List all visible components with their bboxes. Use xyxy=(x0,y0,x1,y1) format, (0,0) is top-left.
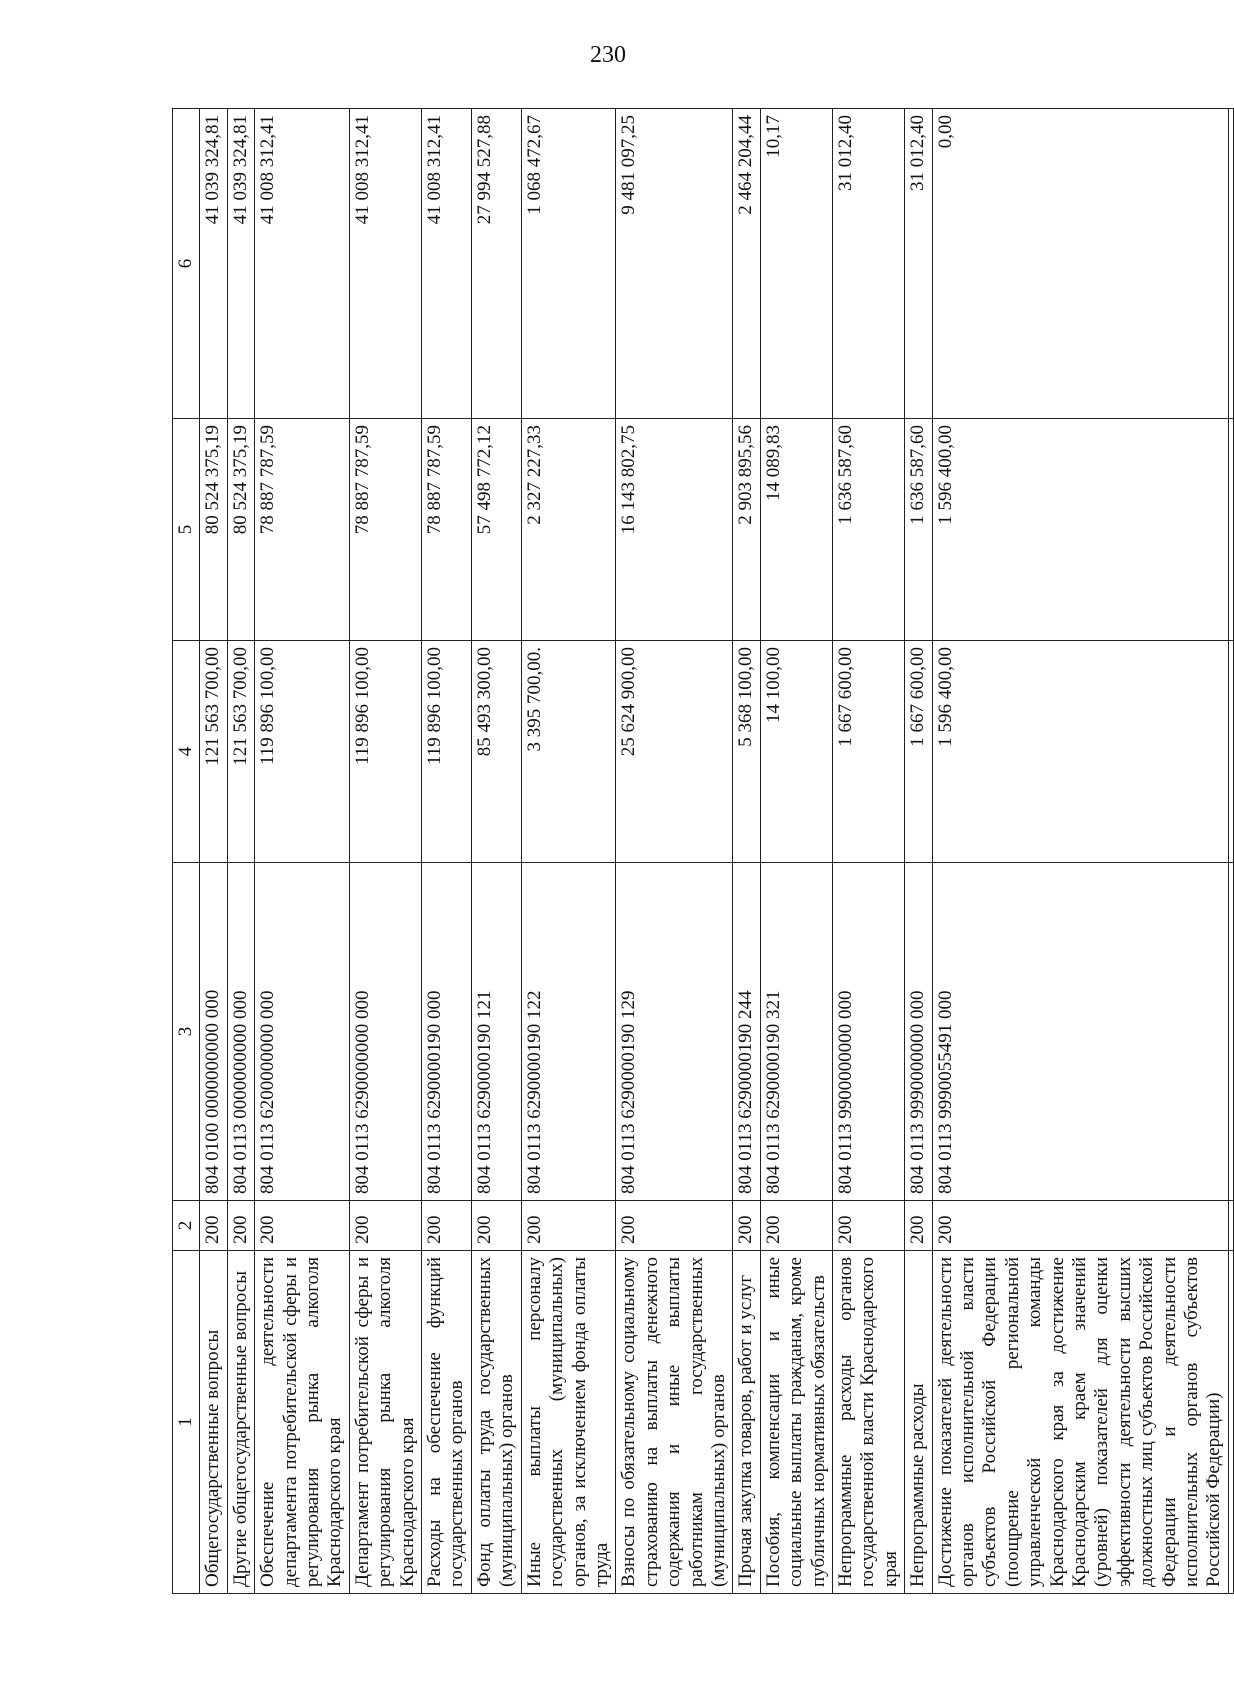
row-approved: 121 563 700,00 xyxy=(200,641,227,863)
table-row xyxy=(255,109,350,1594)
row-classification: 804 0113 6290000190 244 xyxy=(733,863,760,1201)
rotated-table-container xyxy=(172,109,1225,1594)
column-header: 3 xyxy=(173,863,200,1201)
row-executed: 78 887 787,59 xyxy=(422,419,472,641)
table-row xyxy=(349,109,421,1594)
table-row xyxy=(760,109,832,1594)
column-header: 5 xyxy=(173,419,200,641)
table-row xyxy=(616,109,733,1594)
budget-execution-table xyxy=(172,108,1234,1594)
row-code: 200 xyxy=(471,1201,521,1251)
row-unexecuted: 2 464 204,44 xyxy=(733,109,760,419)
row-executed: 1 596 400,00 xyxy=(932,419,1228,641)
row-code: 200 xyxy=(227,1201,254,1251)
row-name: Обеспечение деятельности департамента потребительской сферы и регулирования рынка алкоголя Краснодарского края xyxy=(255,1251,350,1594)
row-code: 200 xyxy=(255,1201,350,1251)
table-row xyxy=(832,109,904,1594)
row-name: Непрограммные расходы органов государственной власти Краснодарского края xyxy=(832,1251,904,1594)
row-name: Непрограммные расходы xyxy=(905,1251,932,1594)
row-approved: 1 667 600,00 xyxy=(832,641,904,863)
row-unexecuted: 41 008 312,41 xyxy=(422,109,472,419)
row-executed: 80 524 375,19 xyxy=(200,419,227,641)
row-approved: 3 395 700,00. xyxy=(521,641,616,863)
row-executed: 1 636 587,60 xyxy=(832,419,904,641)
row-code: 200 xyxy=(616,1201,733,1251)
row-name: Пособия, компенсации и иные социальные выплаты гражданам, кроме публичных нормативных обязательств xyxy=(760,1251,832,1594)
column-header: 4 xyxy=(173,641,200,863)
row-approved: 14 100,00 xyxy=(760,641,832,863)
row-unexecuted: 27 994 527,88 xyxy=(471,109,521,419)
row-executed: 16 143 802,75 xyxy=(616,419,733,641)
row-classification: 804 0113 0000000000 000 xyxy=(227,863,254,1201)
row-classification: 804 0113 6290000190 121 xyxy=(471,863,521,1201)
table-row xyxy=(471,109,521,1594)
column-header-row xyxy=(173,109,200,1594)
row-unexecuted: 31 012,40 xyxy=(905,109,932,419)
row-name: Фонд оплаты труда государственных (муниципальных) органов xyxy=(471,1251,521,1594)
row-code: 200 xyxy=(832,1201,904,1251)
row-code: 200 xyxy=(200,1201,227,1251)
row-classification: 804 0113 6290000190 321 xyxy=(760,863,832,1201)
row-classification: 804 0113 6290000190 000 xyxy=(422,863,472,1201)
row-unexecuted: 41 039 324,81 xyxy=(227,109,254,419)
row-code: 200 xyxy=(760,1201,832,1251)
row-name: Взносы по обязательному социальному страхованию на выплаты денежного содержания и иные выплаты работникам государственных (муниципальных) органов xyxy=(616,1251,733,1594)
table-filler-row xyxy=(1228,109,1233,1594)
row-name: Другие общегосударственные вопросы xyxy=(227,1251,254,1594)
table-row xyxy=(733,109,760,1594)
row-unexecuted: 31 012,40 xyxy=(832,109,904,419)
row-approved: 1 667 600,00 xyxy=(905,641,932,863)
table-row xyxy=(905,109,932,1594)
row-classification: 804 0100 0000000000 000 xyxy=(200,863,227,1201)
table-row xyxy=(932,109,1228,1594)
row-executed: 2 903 895,56 xyxy=(733,419,760,641)
row-approved: 25 624 900,00 xyxy=(616,641,733,863)
row-approved: 121 563 700,00 xyxy=(227,641,254,863)
row-approved: 1 596 400,00 xyxy=(932,641,1228,863)
row-executed: 57 498 772,12 xyxy=(471,419,521,641)
row-classification: 804 0113 9990000000 000 xyxy=(905,863,932,1201)
row-unexecuted: 41 008 312,41 xyxy=(255,109,350,419)
row-code: 200 xyxy=(733,1201,760,1251)
row-name: Расходы на обеспечение функций государственных органов xyxy=(422,1251,472,1594)
row-name: Департамент потребительской сферы и регулирования рынка алкоголя Краснодарского края xyxy=(349,1251,421,1594)
table-row xyxy=(227,109,254,1594)
row-classification: 804 0113 9990055491 000 xyxy=(932,863,1228,1201)
row-executed: 78 887 787,59 xyxy=(349,419,421,641)
column-header: 2 xyxy=(173,1201,200,1251)
row-name: Общегосударственные вопросы xyxy=(200,1251,227,1594)
row-classification: 804 0113 6200000000 000 xyxy=(255,863,350,1201)
column-header: 6 xyxy=(173,109,200,419)
row-name: Иные выплаты персоналу государственных (муниципальных) органов, за исключением фонда оплаты труда xyxy=(521,1251,616,1594)
row-approved: 85 493 300,00 xyxy=(471,641,521,863)
row-executed: 14 089,83 xyxy=(760,419,832,641)
row-executed: 80 524 375,19 xyxy=(227,419,254,641)
row-code: 200 xyxy=(521,1201,616,1251)
row-unexecuted: 41 039 324,81 xyxy=(200,109,227,419)
row-classification: 804 0113 6290000190 129 xyxy=(616,863,733,1201)
row-unexecuted: 10,17 xyxy=(760,109,832,419)
row-code: 200 xyxy=(349,1201,421,1251)
row-classification: 804 0113 6290000000 000 xyxy=(349,863,421,1201)
row-code: 200 xyxy=(932,1201,1228,1251)
row-unexecuted: 9 481 097,25 xyxy=(616,109,733,419)
row-code: 200 xyxy=(905,1201,932,1251)
row-classification: 804 0113 6290000190 122 xyxy=(521,863,616,1201)
table-row xyxy=(200,109,227,1594)
table-row xyxy=(521,109,616,1594)
row-approved: 119 896 100,00 xyxy=(349,641,421,863)
row-code: 200 xyxy=(422,1201,472,1251)
row-approved: 119 896 100,00 xyxy=(422,641,472,863)
page-number: 230 xyxy=(590,42,626,68)
row-name: Прочая закупка товаров, работ и услуг xyxy=(733,1251,760,1594)
column-header: 1 xyxy=(173,1251,200,1594)
table-row xyxy=(422,109,472,1594)
row-unexecuted: 0,00 xyxy=(932,109,1228,419)
row-name: Достижение показателей деятельности органов исполнительной власти субъектов Российской Федерации (поощрение региональной управленческой команды Краснодарского края за достижение Краснодарским краем значений (уровней) показателей для оценки эффективности деятельности высших должностных лиц субъектов Российской Федерации и деятельности исполнительных органов субъектов Российской Федерации) xyxy=(932,1251,1228,1594)
row-unexecuted: 41 008 312,41 xyxy=(349,109,421,419)
row-approved: 119 896 100,00 xyxy=(255,641,350,863)
row-unexecuted: 1 068 472,67 xyxy=(521,109,616,419)
row-executed: 1 636 587,60 xyxy=(905,419,932,641)
row-executed: 2 327 227,33 xyxy=(521,419,616,641)
row-classification: 804 0113 9900000000 000 xyxy=(832,863,904,1201)
row-executed: 78 887 787,59 xyxy=(255,419,350,641)
row-approved: 5 368 100,00 xyxy=(733,641,760,863)
